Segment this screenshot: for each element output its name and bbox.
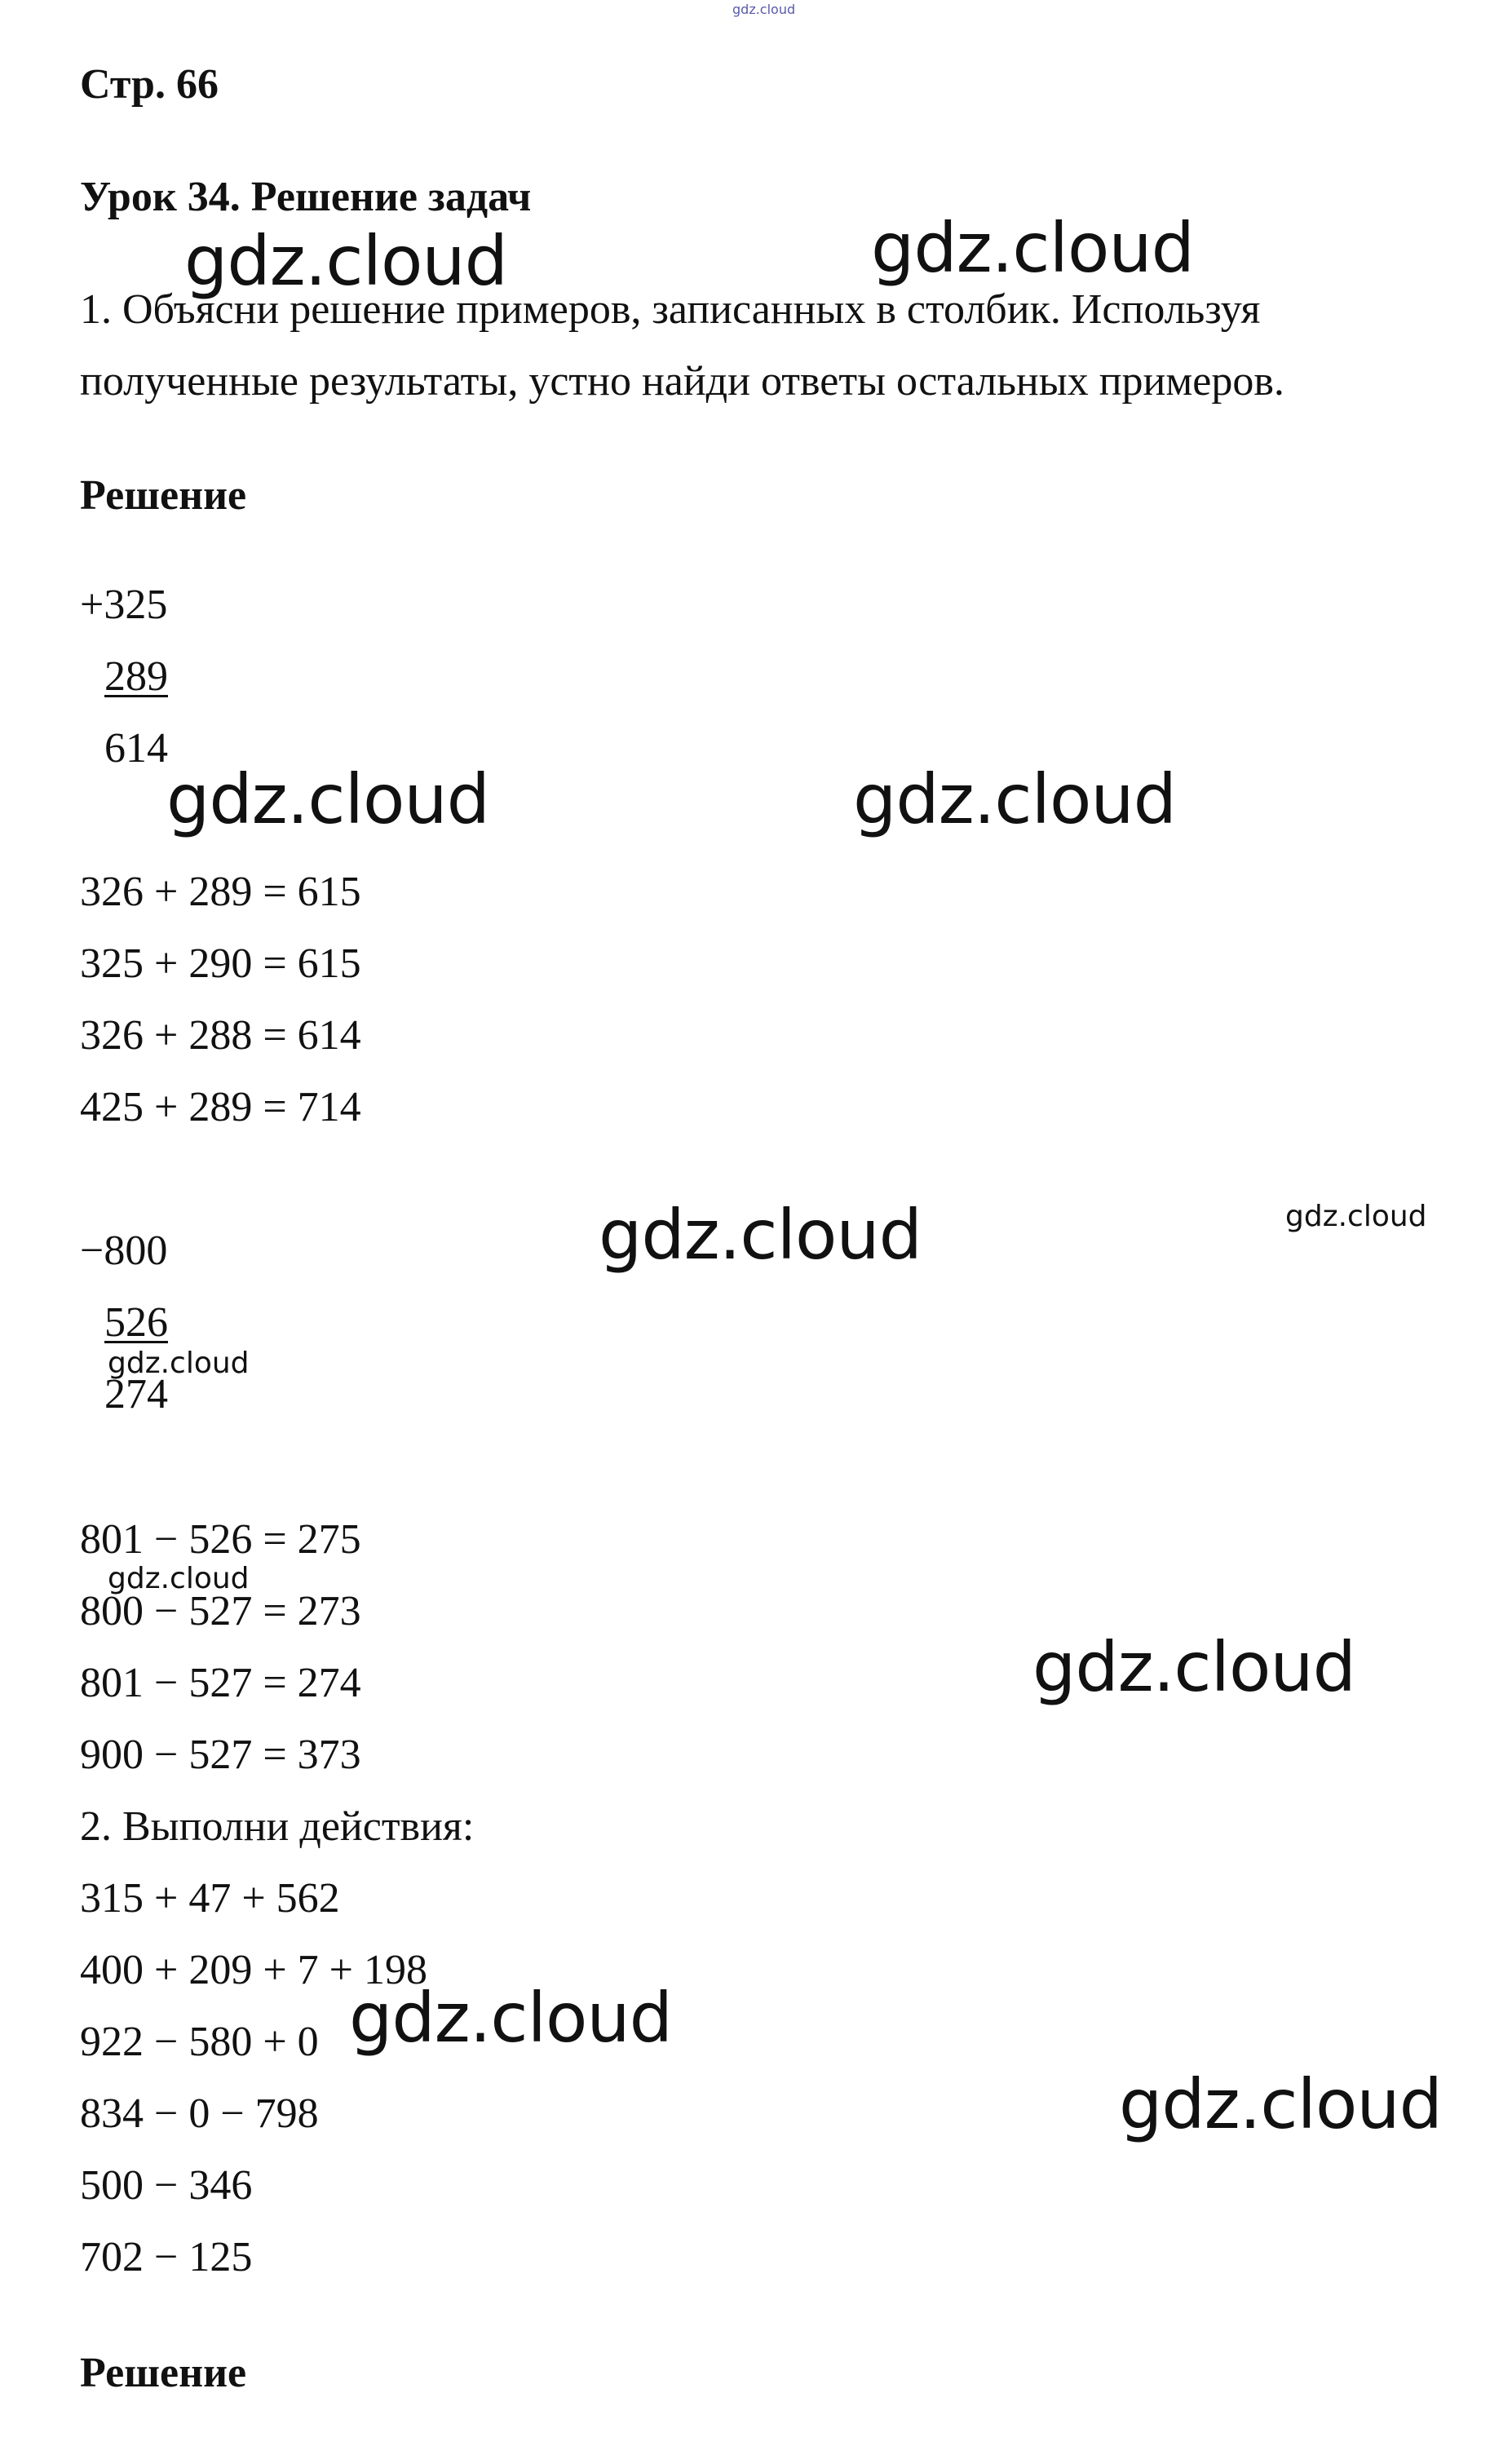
task2-expression: 922 − 580 + 0	[80, 2019, 319, 2065]
watermark: gdz.cloud	[1119, 2064, 1442, 2144]
subtraction-example: 900 − 527 = 373	[80, 1732, 361, 1778]
lesson-title: Урок 34. Решение задач	[80, 174, 532, 220]
watermark: gdz.cloud	[184, 221, 507, 301]
subtraction-example: 801 − 526 = 275	[80, 1516, 361, 1563]
subtraction-column-operand1: −800	[80, 1227, 168, 1274]
addition-example: 425 + 289 = 714	[80, 1084, 361, 1130]
task1-statement-line2: полученные результаты, устно найди ответы остальных примеров.	[80, 358, 1284, 405]
addition-example: 326 + 288 = 614	[80, 1012, 361, 1059]
task1-statement-line1: 1. Объясни решение примеров, записанных в столбик. Используя	[80, 286, 1261, 333]
addition-example: 326 + 289 = 615	[80, 869, 361, 915]
watermark-small: gdz.cloud	[108, 1347, 250, 1380]
task2-expression: 702 − 125	[80, 2234, 253, 2280]
subtraction-example: 800 − 527 = 273	[80, 1588, 361, 1634]
watermark-small: gdz.cloud	[1285, 1200, 1427, 1233]
task2-expression: 500 − 346	[80, 2162, 253, 2209]
page-reference: Стр. 66	[80, 61, 219, 108]
addition-column-result: 614	[104, 725, 168, 772]
watermark: gdz.cloud	[871, 208, 1194, 288]
task2-expression: 315 + 47 + 562	[80, 1875, 340, 1922]
subtraction-example: 801 − 527 = 274	[80, 1660, 361, 1706]
watermark-top: gdz.cloud	[732, 2, 796, 17]
task2-expression: 400 + 209 + 7 + 198	[80, 1947, 427, 1993]
watermark: gdz.cloud	[349, 1978, 672, 2058]
addition-column-operand1: +325	[80, 582, 168, 628]
watermark: gdz.cloud	[166, 759, 489, 839]
addition-column-operand2: 289	[104, 653, 168, 700]
task2-expression: 834 − 0 − 798	[80, 2090, 319, 2137]
watermark: gdz.cloud	[853, 759, 1176, 839]
subtraction-column-result: 274	[104, 1371, 168, 1418]
task1-solution-heading: Решение	[80, 472, 247, 519]
task2-solution-heading: Решение	[80, 2350, 247, 2396]
watermark-small: gdz.cloud	[108, 1562, 250, 1595]
watermark: gdz.cloud	[599, 1195, 922, 1275]
task2-statement: 2. Выполни действия:	[80, 1803, 475, 1850]
subtraction-column-operand2: 526	[104, 1299, 168, 1346]
watermark: gdz.cloud	[1032, 1627, 1355, 1707]
addition-example: 325 + 290 = 615	[80, 940, 361, 987]
